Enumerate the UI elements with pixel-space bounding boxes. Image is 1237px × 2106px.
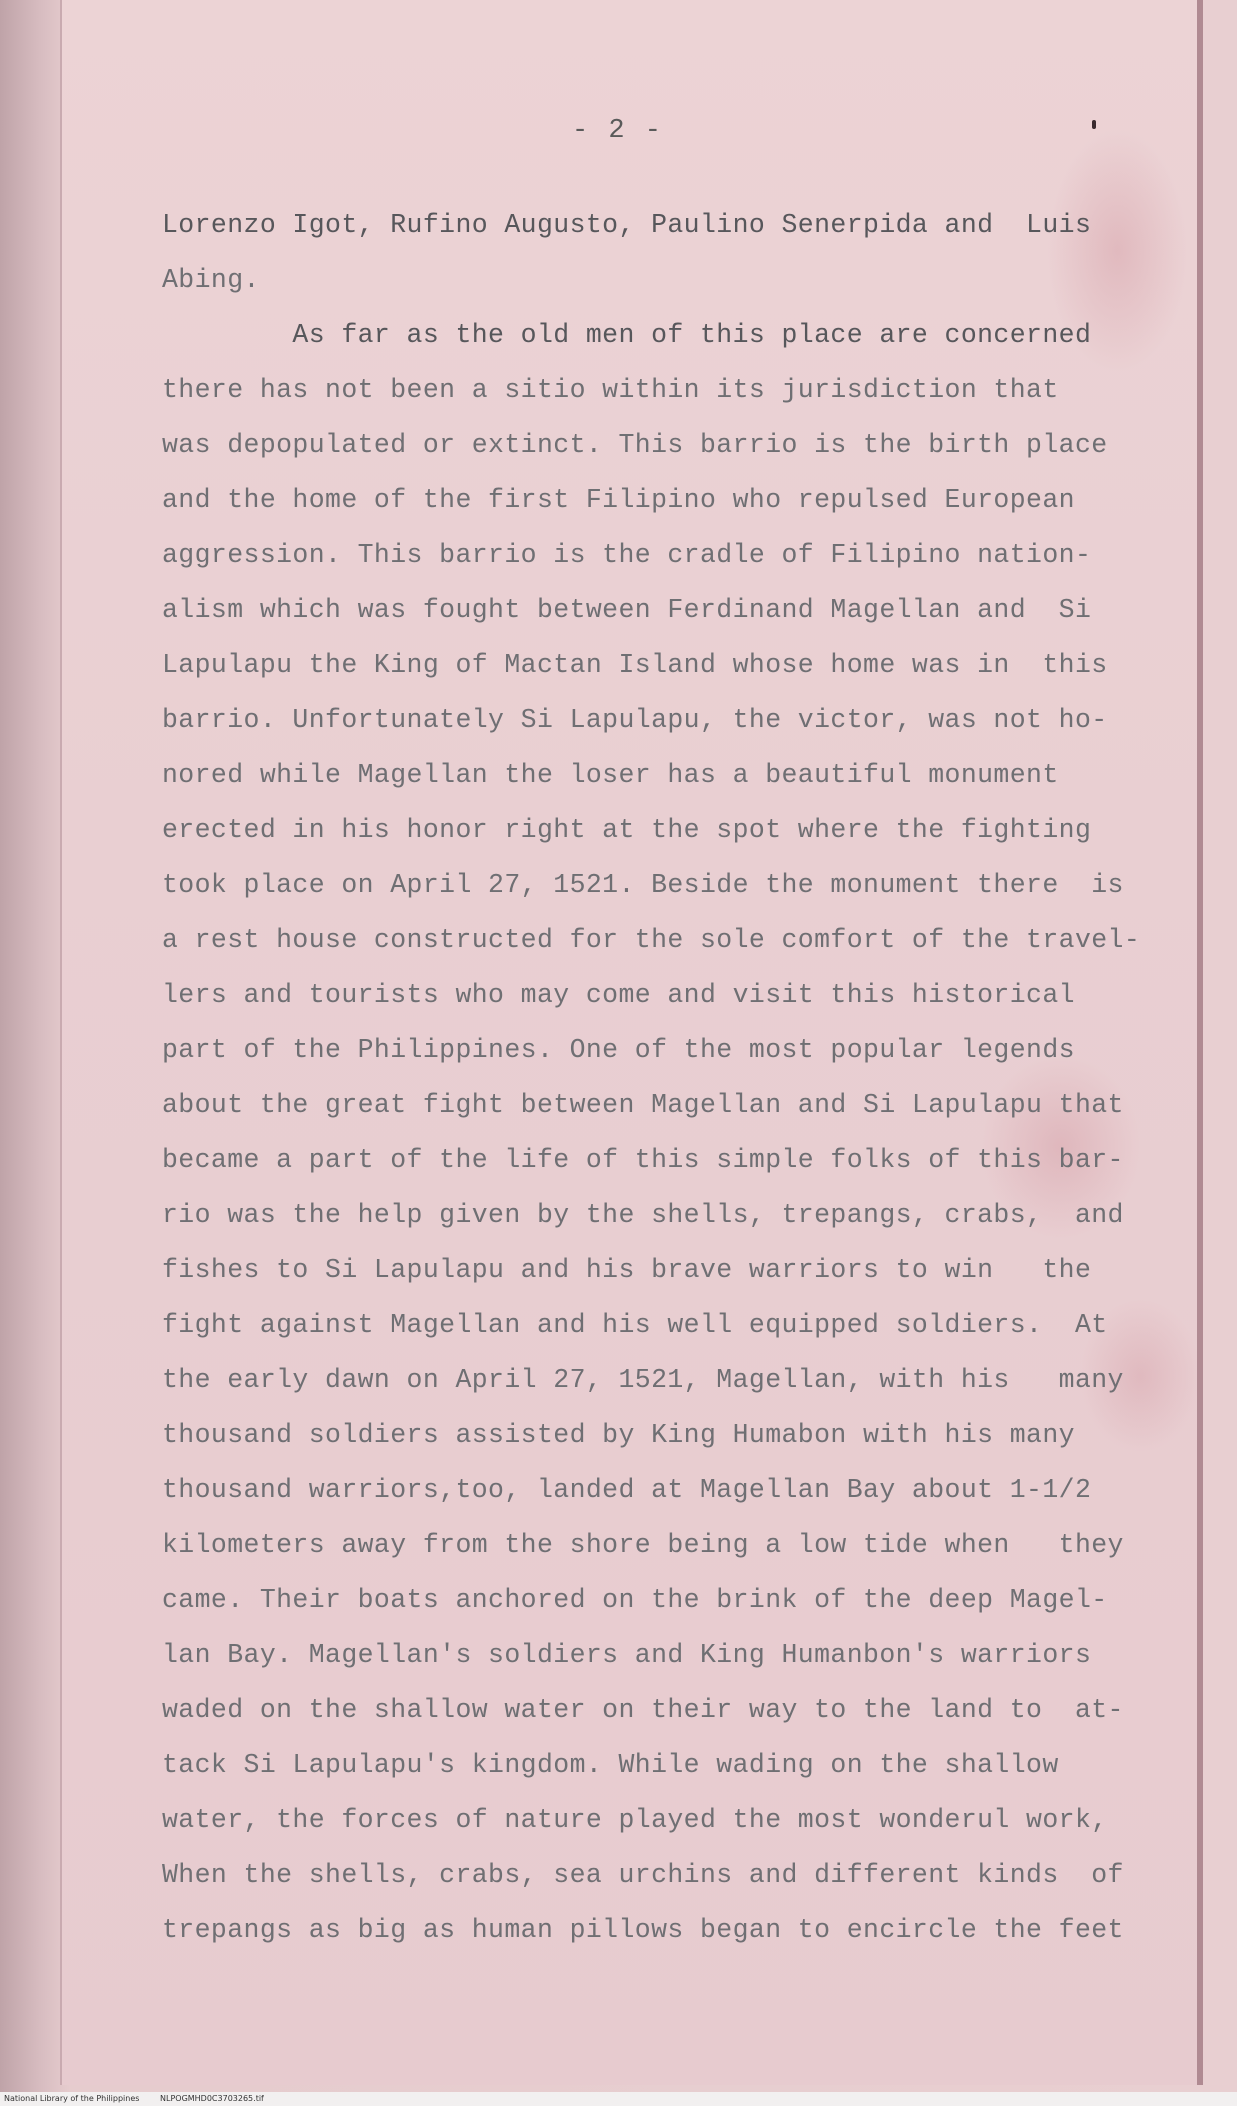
text-line: the early dawn on April 27, 1521, Magellan, with his many bbox=[162, 1365, 1124, 1395]
ink-speck bbox=[1092, 120, 1096, 129]
text-line: and the home of the first Filipino who repulsed European bbox=[162, 485, 1075, 515]
text-line: nored while Magellan the loser has a beautiful monument bbox=[162, 760, 1059, 790]
text-line: kilometers away from the shore being a low tide when they bbox=[162, 1530, 1124, 1560]
text-line: came. Their boats anchored on the brink of the deep Magel- bbox=[162, 1585, 1108, 1615]
text-line: When the shells, crabs, sea urchins and different kinds of bbox=[162, 1860, 1124, 1890]
text-line: took place on April 27, 1521. Beside the monument there is bbox=[162, 870, 1124, 900]
page-number: - 2 - bbox=[572, 116, 664, 146]
text-line: trepangs as big as human pillows began to encircle the feet bbox=[162, 1915, 1124, 1945]
text-line: fishes to Si Lapulapu and his brave warriors to win the bbox=[162, 1255, 1092, 1285]
text-line: a rest house constructed for the sole comfort of the travel- bbox=[162, 925, 1141, 955]
text-line: alism which was fought between Ferdinand Magellan and Si bbox=[162, 595, 1092, 625]
text-line: thousand soldiers assisted by King Humabon with his many bbox=[162, 1420, 1075, 1450]
text-line: aggression. This barrio is the cradle of Filipino nation- bbox=[162, 540, 1092, 570]
text-line: about the great fight between Magellan and Si Lapulapu that bbox=[162, 1090, 1124, 1120]
footer-institution: National Library of the Philippines bbox=[4, 2094, 140, 2103]
text-line: rio was the help given by the shells, trepangs, crabs, and bbox=[162, 1200, 1124, 1230]
text-line: was depopulated or extinct. This barrio is the birth place bbox=[162, 430, 1108, 460]
text-line: Lorenzo Igot, Rufino Augusto, Paulino Senerpida and Luis bbox=[162, 210, 1092, 240]
text-line: part of the Philippines. One of the most popular legends bbox=[162, 1035, 1075, 1065]
text-line: waded on the shallow water on their way to the land to at- bbox=[162, 1695, 1124, 1725]
text-line: lers and tourists who may come and visit this historical bbox=[162, 980, 1075, 1010]
text-line: became a part of the life of this simple folks of this bar- bbox=[162, 1145, 1124, 1175]
archive-footer bbox=[0, 2092, 1237, 2106]
document-page bbox=[60, 0, 1203, 2085]
text-line: fight against Magellan and his well equipped soldiers. At bbox=[162, 1310, 1108, 1340]
text-line: Lapulapu the King of Mactan Island whose home was in this bbox=[162, 650, 1108, 680]
footer-filename: NLPOGMHD0C3703265.tif bbox=[160, 2094, 264, 2103]
text-line: Abing. bbox=[162, 265, 260, 295]
text-line: water, the forces of nature played the most wonderul work, bbox=[162, 1805, 1108, 1835]
text-line: barrio. Unfortunately Si Lapulapu, the victor, was not ho- bbox=[162, 705, 1108, 735]
text-line: tack Si Lapulapu's kingdom. While wading on the shallow bbox=[162, 1750, 1059, 1780]
typed-text-body bbox=[162, 198, 1142, 1958]
text-line: erected in his honor right at the spot where the fighting bbox=[162, 815, 1092, 845]
text-line: there has not been a sitio within its jurisdiction that bbox=[162, 375, 1059, 405]
text-line: As far as the old men of this place are concerned bbox=[162, 320, 1092, 350]
text-line: thousand warriors,too, landed at Magellan Bay about 1-1/2 bbox=[162, 1475, 1092, 1505]
text-line: lan Bay. Magellan's soldiers and King Humanbon's warriors bbox=[162, 1640, 1092, 1670]
